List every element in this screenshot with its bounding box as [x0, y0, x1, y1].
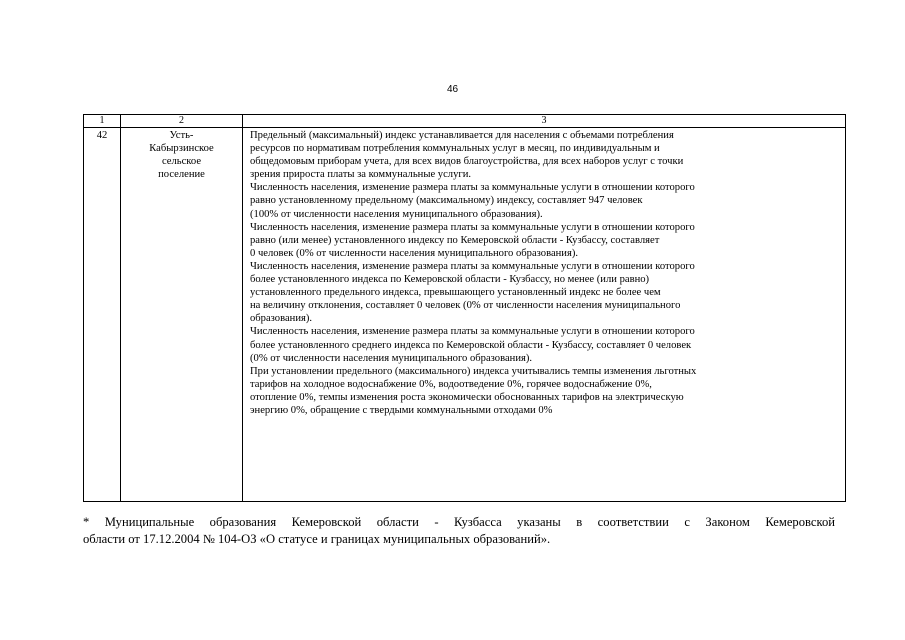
table-row — [84, 128, 846, 502]
description-line: равно (или менее) установленного индексу по Кемеровской области - Кузбассу, составляет — [250, 234, 660, 246]
description-line: При установлении предельного (максимального) индекса учитывались темпы изменения льготных — [250, 365, 697, 377]
description-line: отопление 0%, темпы изменения роста экономически обоснованных тарифов на электрическую — [250, 391, 684, 403]
description-line: более установленного среднего индекса по Кемеровской области - Кузбассу, составляет 0 человек — [250, 339, 692, 351]
description-line: Численность населения, изменение размера платы за коммунальные услуги в отношении которого — [250, 182, 695, 194]
municipality-name-cell — [121, 128, 243, 502]
description-line: (100% от численности населения муниципального образования). — [250, 208, 543, 220]
footnote-line-1: * Муниципальные образования Кемеровской области - Кузбасса указаны в соответствии с Законом Кемеровской — [83, 515, 835, 529]
table-header-row — [84, 115, 846, 128]
description-line: Численность населения, изменение размера платы за коммунальные услуги в отношении которого — [250, 260, 695, 272]
description-line: Численность населения, изменение размера платы за коммунальные услуги в отношении которого — [250, 326, 695, 338]
description-line: 0 человек (0% от численности населения муниципального образования). — [250, 247, 579, 259]
footnote — [83, 514, 835, 548]
municipality-name-line: Кабырзинское — [149, 143, 214, 155]
column-header-3: 3 — [243, 115, 846, 128]
description-line: установленного предельного индекса, превышающего установленный индекс не более чем — [250, 287, 661, 299]
description-line: Численность населения, изменение размера платы за коммунальные услуги в отношении которого — [250, 221, 695, 233]
description-line: на величину отклонения, составляет 0 человек (0% от численности населения муниципального — [250, 300, 681, 312]
description-line: зрения прироста платы за коммунальные услуги. — [250, 169, 472, 181]
municipality-name-line: Усть- — [169, 130, 194, 141]
description-line: общедомовым приборам учета, для всех видов благоустройства, для всех наборов услуг с точки — [250, 156, 684, 168]
municipal-index-table — [83, 114, 846, 502]
description-line: Предельный (максимальный) индекс устанавливается для населения с объемами потребления — [250, 130, 674, 141]
row-number-cell: 42 — [84, 128, 121, 502]
description-line: ресурсов по нормативам потребления коммунальных услуг в месяц, по индивидуальным и — [250, 143, 660, 155]
description-line: более установленного индекса по Кемеровской области - Кузбассу, но менее (или равно) — [250, 274, 650, 286]
description-line: равно установленному предельному (максимальному) индексу, составляет 947 человек — [250, 195, 643, 207]
description-line: тарифов на холодное водоснабжение 0%, водоотведение 0%, горячее водоснабжение 0%, — [250, 378, 652, 390]
column-header-2: 2 — [121, 115, 243, 128]
footnote-line-2: области от 17.12.2004 № 104-ОЗ «О статусе и границах муниципальных образований». — [83, 532, 551, 546]
column-header-1: 1 — [84, 115, 121, 128]
municipality-name-line: поселение — [158, 169, 205, 181]
municipality-name-line: сельское — [161, 156, 202, 168]
description-line: (0% от численности населения муниципального образования). — [250, 352, 533, 364]
page-number: 46 — [446, 84, 459, 95]
description-line: образования). — [250, 313, 313, 325]
description-line: энергию 0%, обращение с твердыми коммунальными отходами 0% — [250, 404, 553, 416]
index-description-cell — [243, 128, 846, 502]
